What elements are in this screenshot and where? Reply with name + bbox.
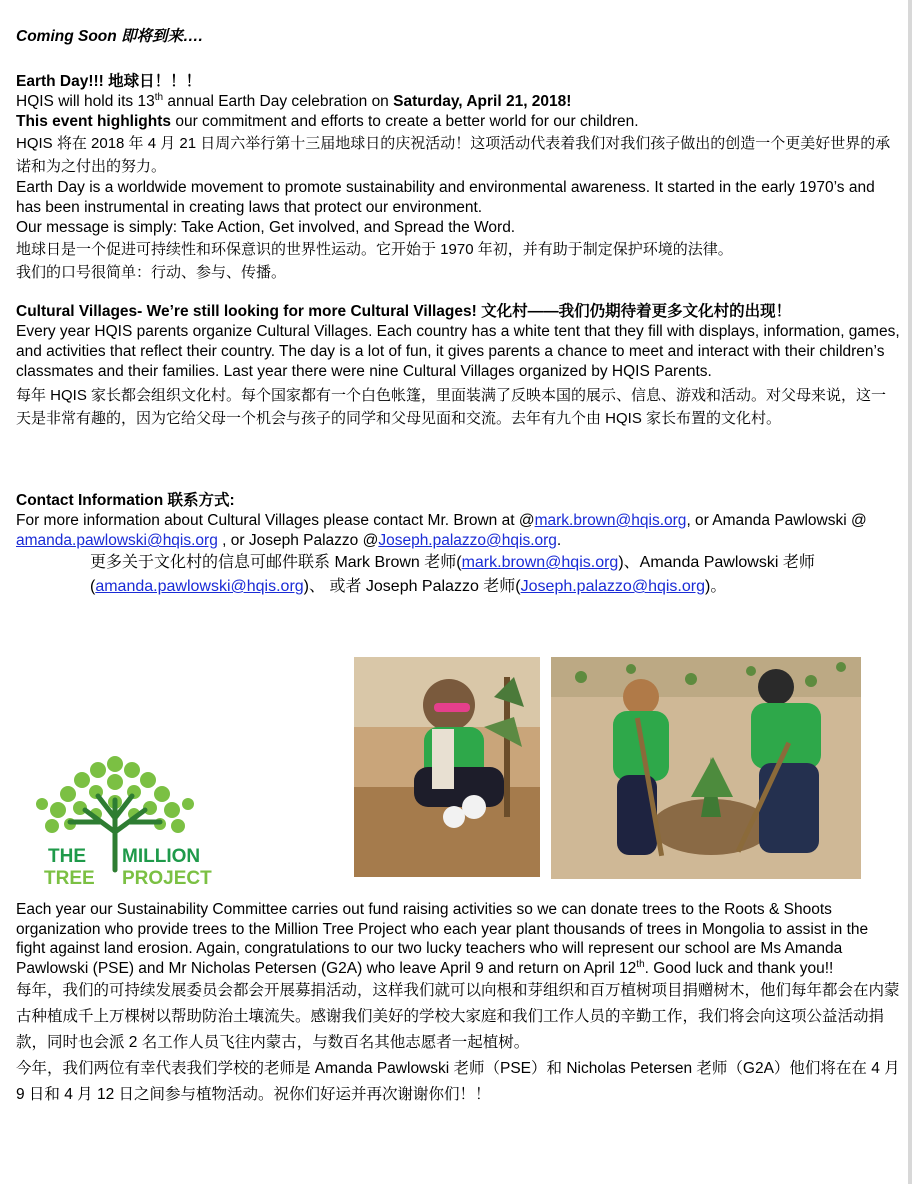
coming-soon-heading: Coming Soon 即将到来…. — [16, 28, 203, 45]
ordinal-suffix: th — [154, 91, 164, 103]
earth-day-message: Our message is simply: Take Action, Get involved, and Spread the Word. — [16, 219, 516, 236]
highlight-text: our commitment and efforts to create a better world for our children. — [171, 113, 639, 130]
planting-photo-1 — [354, 657, 540, 877]
million-tree-project-logo — [30, 752, 212, 894]
page-edge — [908, 0, 912, 1184]
cultural-villages-description: Every year HQIS parents organize Cultural Villages. Each country has a white tent that they fill with displays, information, games, and activities that reflect their country. The day is a lot of fun, it gives parents a chance to meet and interact with their children’s classmates and their families. Last year there were nine Cultural Villages organized by HQIS Parents. — [16, 323, 900, 380]
planting-photo-2 — [551, 657, 861, 879]
contact-cn-text: )、Amanda Pawlowski 老师( — [90, 554, 815, 595]
email-link-joseph[interactable]: Joseph.palazzo@hqis.org — [378, 532, 557, 549]
contact-heading: Contact Information 联系方式: — [16, 492, 235, 509]
logo-text-project: PROJECT — [122, 868, 212, 889]
earth-day-section — [16, 72, 900, 284]
contact-cn-text: )、 或者 Joseph Palazzo 老师( — [303, 578, 521, 595]
earth-day-cn-paragraph: HQIS 将在 2018 年 4 月 21 日周六举行第十三届地球日的庆祝活动！这项活动代表着我们对我们孩子做出的创造一个更美好世界的承诺和为之付出的努力。 — [16, 135, 891, 175]
million-tree-cn-paragraph: 每年，我们的可持续发展委员会都会开展募捐活动，这样我们就可以向根和芽组织和百万植树项目捐赠树木，他们每年都会在内蒙古种植成千上万棵树以帮助防治土壤流失。感谢我们美好的学校大家庭和我们工作人员的辛勤工作，我们将会向这项公益活动捐款，同时也会派 2 名工作人员飞往内蒙古，与数百名其他志愿者一起植树。 — [16, 982, 900, 1051]
contact-text: . — [556, 532, 562, 549]
million-tree-text: . Good luck and thank you!! — [644, 959, 834, 977]
ordinal-suffix: th — [636, 958, 645, 970]
earth-day-cn-description: 地球日是一个促进可持续性和环保意识的世界性运动。它开始于 1970 年初，并有助于制定保护环境的法律。 — [16, 241, 733, 258]
earth-day-description: Earth Day is a worldwide movement to promote sustainability and environmental awareness. It started in the early 1970’s and has been instrumental in creating laws that protect our environment. — [16, 179, 875, 216]
email-link-amanda[interactable]: amanda.pawlowski@hqis.org — [16, 532, 218, 549]
earth-day-announcement — [16, 92, 900, 112]
contact-text-en — [16, 511, 900, 551]
contact-text: For more information about Cultural Villages please contact Mr. Brown at @ — [16, 512, 535, 529]
million-tree-description — [16, 900, 900, 978]
cultural-villages-cn: 每年 HQIS 家长都会组织文化村。每个国家都有一个白色帐篷，里面装满了反映本国的展示、信息、游戏和活动。对父母来说，这一天是非常有趣的，因为它给父母一个机会与孩子的同学和父母见面和交流。去年有九个由 HQIS 家长布置的文化村。 — [16, 387, 887, 427]
cultural-villages-heading: Cultural Villages- We’re still looking for more Cultural Villages! 文化村——我们仍期待着更多文化村的出现！ — [16, 303, 792, 320]
event-date: Saturday, April 21, 2018! — [393, 93, 572, 110]
contact-section — [16, 491, 900, 599]
highlight-label: This event highlights — [16, 113, 172, 130]
tree-logo-icon — [30, 752, 212, 894]
contact-text: , or Joseph Palazzo @ — [217, 532, 379, 549]
logo-text-the: THE — [48, 846, 86, 867]
email-link-joseph-cn[interactable]: Joseph.palazzo@hqis.org — [520, 578, 705, 595]
logo-text-million: MILLION — [122, 846, 201, 867]
contact-text-cn — [16, 551, 900, 599]
earth-day-heading: Earth Day!!! 地球日！！！ — [16, 73, 202, 90]
volunteers-digging-photo — [551, 657, 861, 879]
email-link-brown[interactable]: mark.brown@hqis.org — [534, 512, 687, 529]
logo-text-tree: TREE — [44, 868, 95, 889]
million-tree-cn-teachers: 今年，我们两位有幸代表我们学校的老师是 Amanda Pawlowski 老师（PSE）和 Nicholas Petersen 老师（G2A）他们将在在 4 月 9 日和 4 月 12 日之间参与植物活动。祝你们好运并再次谢谢你们！！ — [16, 1060, 900, 1103]
announcement-text: annual Earth Day celebration on — [163, 93, 394, 110]
earth-day-cn-message: 我们的口号很简单：行动、参与、传播。 — [16, 264, 287, 281]
email-link-brown-cn[interactable]: mark.brown@hqis.org — [461, 554, 619, 571]
event-highlight — [16, 112, 900, 132]
announcement-text: HQIS will hold its 13 — [16, 93, 155, 110]
cultural-villages-section — [16, 302, 900, 430]
email-link-amanda-cn[interactable]: amanda.pawlowski@hqis.org — [95, 578, 304, 595]
million-tree-text: Each year our Sustainability Committee carries out fund raising activities so we can donate trees to the Roots & Shoots organization who provide trees to the Million Tree Project who each year plant thousands of trees in Mongolia to assist in the fight against land erosion. Again, congratulations to our two lucky teachers who will represent our school are Ms Amanda Pawlowski (PSE) and Mr Nicholas Petersen (G2A) who leave April 9 and return on April 12 — [16, 901, 869, 977]
contact-text: , or Amanda Pawlowski @ — [686, 512, 867, 529]
contact-cn-text: )。 — [705, 578, 727, 595]
million-tree-section — [16, 900, 900, 1108]
volunteer-planting-photo — [354, 657, 540, 877]
contact-cn-text: 更多关于文化村的信息可邮件联系 Mark Brown 老师( — [90, 554, 462, 571]
